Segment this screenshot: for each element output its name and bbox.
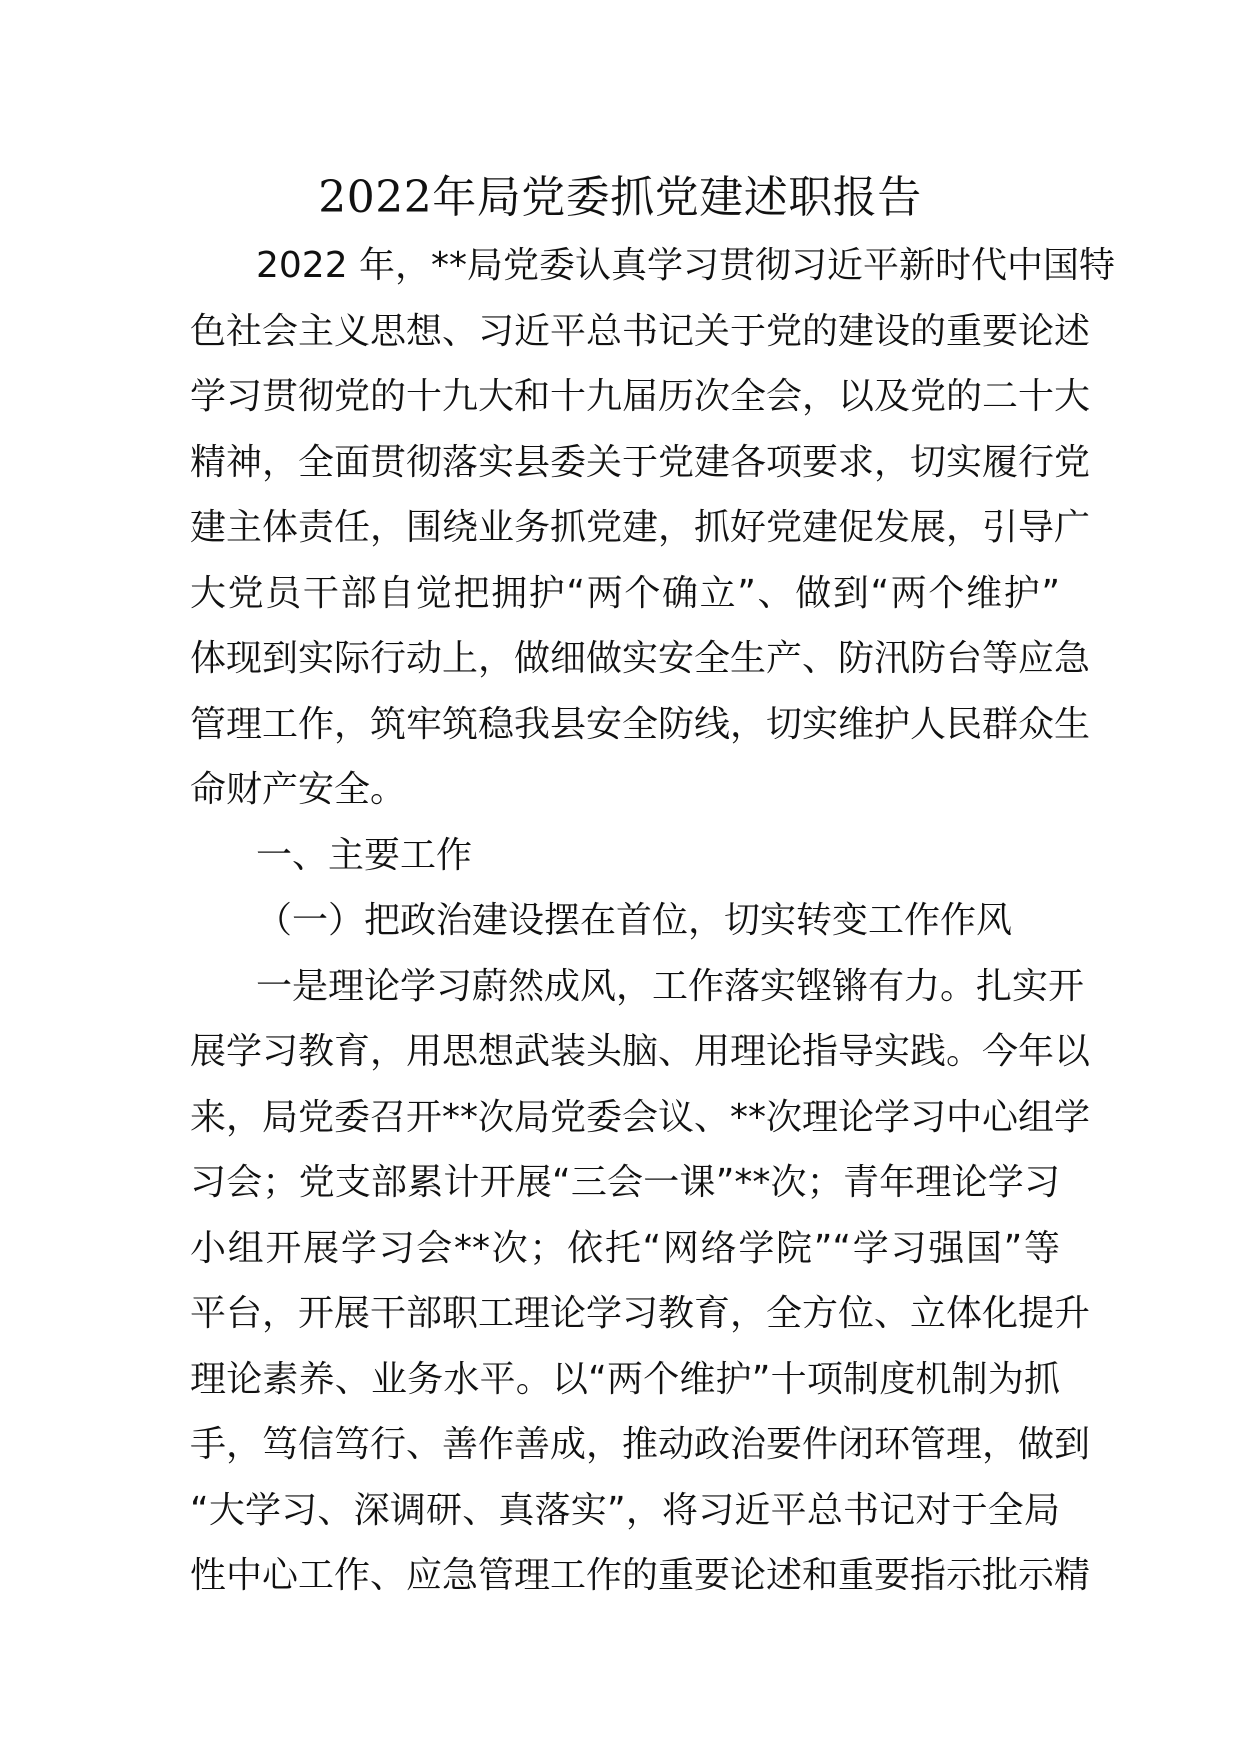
paragraph-line: 一是理论学习蔚然成风，工作落实铿锵有力。扎实开 (256, 965, 1085, 1007)
intro-line: 命财产安全。 (190, 769, 407, 810)
intro-line: 大党员干部自觉把拥护“两个确立”、做到“两个维护” (190, 572, 1060, 614)
paragraph-line: 来，局党委召开**次局党委会议、**次理论学习中心组学 (190, 1096, 1091, 1138)
paragraph-line: “大学习、深调研、真落实”，将习近平总书记对于全局 (190, 1489, 1060, 1531)
intro-line: 管理工作，筑牢筑稳我县安全防线，切实维护人民群众生 (190, 703, 1091, 745)
intro-line: 2022 年，**局党委认真学习贯彻习近平新时代中国特 (256, 245, 1116, 286)
paragraph-line: 平台，开展干部职工理论学习教育，全方位、立体化提升 (190, 1293, 1091, 1334)
subsection-heading: （一）把政治建设摆在首位，切实转变工作作风 (256, 900, 1013, 941)
paragraph-line: 性中心工作、应急管理工作的重要论述和重要指示批示精 (190, 1555, 1091, 1596)
paragraph-line: 展学习教育，用思想武装头脑、用理论指导实践。今年以 (190, 1031, 1091, 1072)
intro-line: 色社会主义思想、习近平总书记关于党的建设的重要论述 (190, 310, 1091, 352)
paragraph-line: 习会；党支部累计开展“三会一课”**次；青年理论学习 (190, 1162, 1060, 1203)
document-title: 2022年局党委抓党建述职报告 (318, 172, 922, 223)
paragraph-line: 理论素养、业务水平。以“两个维护”十项制度机制为抓 (190, 1358, 1060, 1400)
intro-line: 学习贯彻党的十九大和十九届历次全会，以及党的二十大 (190, 376, 1091, 417)
document-body (190, 233, 1116, 1609)
section-heading: 一、主要工作 (256, 834, 473, 876)
paragraph-line: 小组开展学习会**次；依托“网络学院”“学习强国”等 (190, 1227, 1060, 1269)
intro-line: 精神，全面贯彻落实县委关于党建各项要求，切实履行党 (190, 441, 1091, 483)
intro-line: 体现到实际行动上，做细做实安全生产、防汛防台等应急 (190, 638, 1091, 679)
paragraph-line: 手，笃信笃行、善作善成，推动政治要件闭环管理，做到 (190, 1424, 1091, 1465)
intro-line: 建主体责任，围绕业务抓党建，抓好党建促发展，引导广 (190, 507, 1091, 548)
